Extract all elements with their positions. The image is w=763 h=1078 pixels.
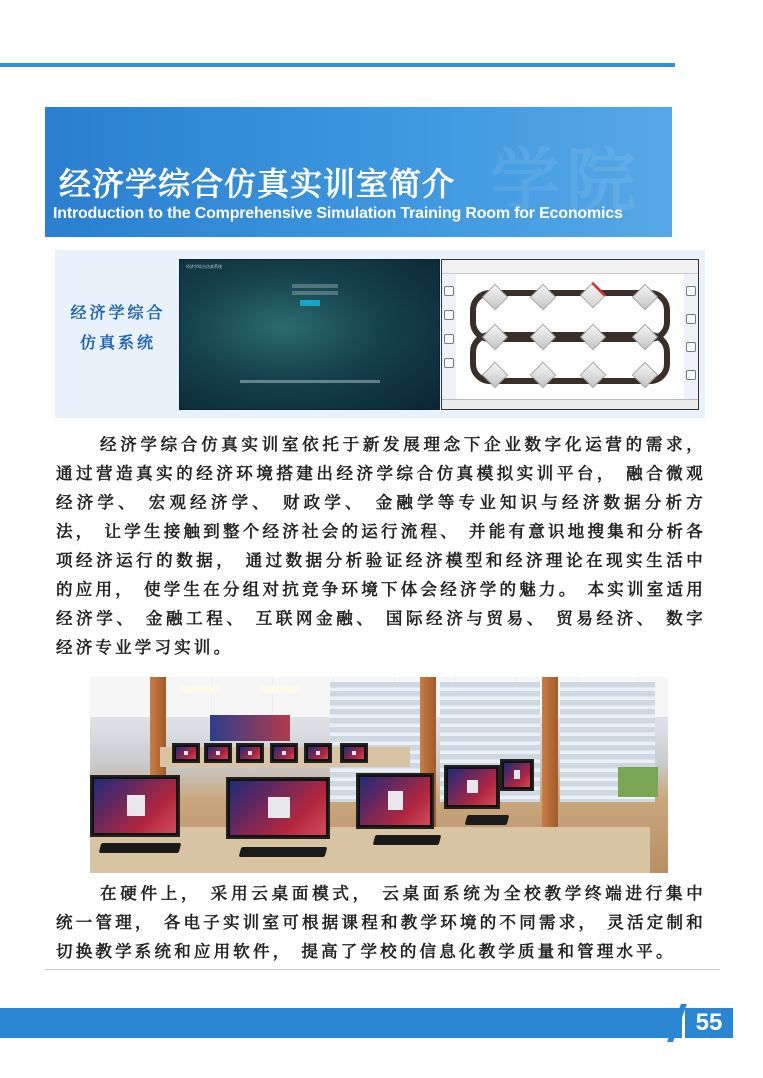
computer-monitor [500, 759, 534, 791]
sidebar-icon [444, 334, 454, 344]
login-button [300, 300, 320, 306]
simulation-label-line2: 仿真系统 [79, 333, 156, 352]
ceiling-light [260, 687, 300, 691]
projection-screen [210, 715, 290, 741]
simulation-system-label [63, 298, 173, 358]
keyboard [465, 815, 510, 825]
sidebar-icon [686, 370, 696, 380]
window-view [618, 767, 658, 797]
bottom-rule [45, 969, 720, 970]
computer-monitor [444, 765, 500, 809]
sidebar-icon [686, 314, 696, 324]
simulation-label-line1: 经济学综合 [70, 303, 166, 322]
banner-watermark: 学院 [490, 139, 642, 222]
sidebar-icon [444, 358, 454, 368]
simulation-system-panel [55, 250, 705, 418]
computer-monitor [236, 743, 264, 763]
sidebar-icon [444, 310, 454, 320]
title-banner [45, 107, 672, 237]
computer-monitor [340, 743, 368, 763]
pillar [542, 677, 558, 827]
login-screen-title: 经济学综合仿真系统 [186, 264, 222, 269]
hardware-paragraph: 在硬件上， 采用云桌面模式， 云桌面系统为全校教学终端进行集中统一管理， 各电子实训室可根据课程和教学环境的不同需求， 灵活定制和切换教学系统和应用软件， 提高了学校的信息化教学质量和管理水平。 [56, 884, 706, 961]
keyboard [99, 843, 182, 853]
flow-right-sidebar [684, 274, 698, 399]
page-subtitle: Introduction to the Comprehensive Simulation Training Room for Economics [53, 205, 623, 222]
password-field [292, 291, 338, 295]
username-field [292, 284, 338, 288]
login-screenshot [179, 259, 440, 410]
footer-bar [0, 1008, 682, 1038]
computer-monitor [304, 743, 332, 763]
sidebar-icon [686, 286, 696, 296]
sidebar-icon [686, 342, 696, 352]
top-rule [0, 63, 675, 67]
ceiling-light [180, 687, 220, 691]
keyboard [239, 847, 328, 857]
flow-status-bar [442, 399, 698, 409]
flow-left-sidebar [442, 274, 456, 399]
computer-monitor [204, 743, 232, 763]
keyboard [373, 835, 442, 845]
computer-monitor [226, 777, 330, 839]
computer-monitor [356, 773, 434, 829]
intro-paragraph: 经济学综合仿真实训室依托于新发展理念下企业数字化运营的需求， 通过营造真实的经济环境搭建出经济学综合仿真模拟实训平台， 融合微观经济学、 宏观经济学、 财政学、 金融学等专业知识与经济数据分析方法， 让学生接触到整个经济社会的运行流程、 并能有意识地搜集和分析各项经济运行的数据， 通过数据分析验证经济模型和经济理论在现实生活中的应用， 使学生在分组对抗竞争环境下体会经济学的魅力。 本实训室适用经济学、 金融工程、 互联网金融、 国际经济与贸易、 贸易经济、 数字经济专业学习实训。 [56, 435, 706, 657]
flow-toolbar [442, 260, 698, 274]
computer-monitor [270, 743, 298, 763]
login-footer-text [240, 380, 380, 383]
computer-monitor [172, 743, 200, 763]
training-room-photo [90, 677, 668, 873]
page-number: 55 [685, 1008, 733, 1038]
sidebar-icon [444, 286, 454, 296]
business-flow-screenshot [441, 259, 699, 410]
computer-monitor [90, 775, 180, 837]
page-title: 经济学综合仿真实训室简介 [59, 165, 456, 203]
